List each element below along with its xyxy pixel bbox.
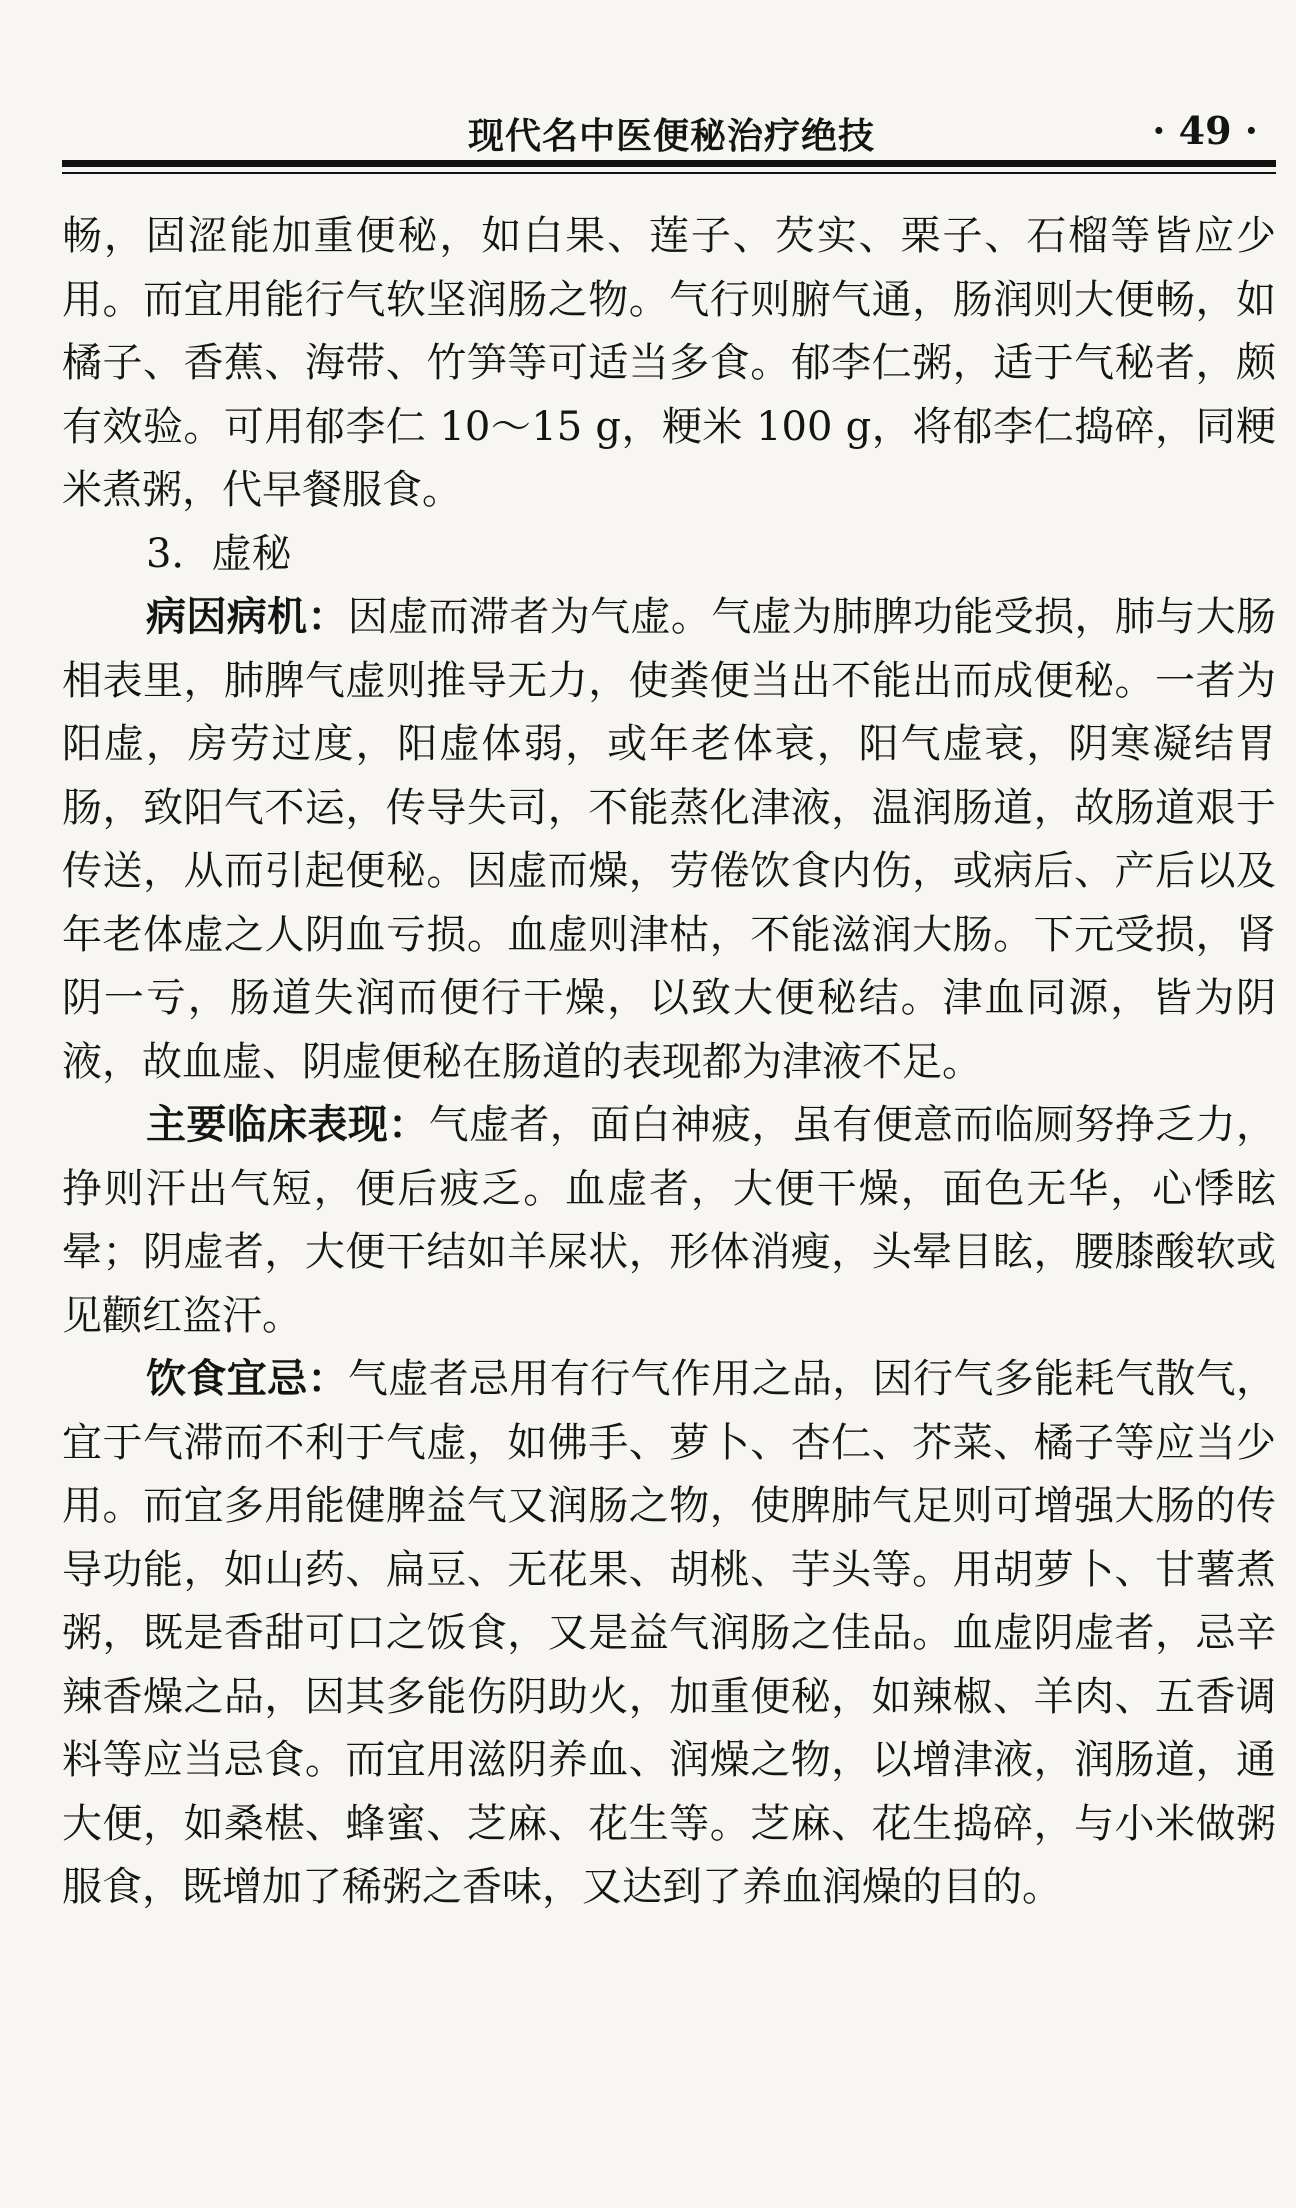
text-symptoms: 气虚者，面白神疲，虽有便意而临厕努挣乏力，挣则汗出气短，便后疲乏。血虚者，大便干燥，面色无华，心悸眩晕；阴虚者，大便干结如羊屎状，形体消瘦，头晕目眩，腰膝酸软或见颧红盗汗。 <box>62 1102 1277 1339</box>
section-heading: 3．虚秘 <box>146 530 292 577</box>
term-symptoms: 主要临床表现： <box>146 1102 429 1148</box>
header-rule-thick <box>62 160 1276 167</box>
paragraph-etiology <box>62 586 1276 1094</box>
paragraph-continued: 畅，固涩能加重便秘，如白果、莲子、芡实、栗子、石榴等皆应少用。而宜用能行气软坚润肠之物。气行则腑气通，肠润则大便畅，如橘子、香蕉、海带、竹笋等可适当多食。郁李仁粥，适于气秘者，颇有效验。可用郁李仁 10～15 g，粳米 100 g，将郁李仁捣碎，同粳米煮粥，代早餐服食。 <box>62 213 1276 513</box>
text-diet: 气虚者忌用有行气作用之品，因行气多能耗气散气，宜于气滞而不利于气虚，如佛手、萝卜、杏仁、芥菜、橘子等应当少用。而宜多用能健脾益气又润肠之物，使脾肺气足则可增强大肠的传导功能，如山药、扁豆、无花果、胡桃、芋头等。用胡萝卜、甘薯煮粥，既是香甜可口之饭食，又是益气润肠之佳品。血虚阴虚者，忌辛辣香燥之品，因其多能伤阴助火，加重便秘，如辣椒、羊肉、五香调料等应当忌食。而宜用滋阴养血、润燥之物，以增津液，润肠道，通大便，如桑椹、蜂蜜、芝麻、花生等。芝麻、花生捣碎，与小米做粥服食，既增加了稀粥之香味，又达到了养血润燥的目的。 <box>62 1356 1277 1910</box>
header-rule-thin <box>62 172 1276 174</box>
paragraph-symptoms <box>62 1094 1276 1348</box>
book-title: 现代名中医便秘治疗绝技 <box>468 115 876 157</box>
term-etiology: 病因病机： <box>146 594 348 640</box>
text-etiology: 因虚而滞者为气虚。气虚为肺脾功能受损，肺与大肠相表里，肺脾气虚则推导无力，使粪便当出不能出而成便秘。一者为阳虚，房劳过度，阳虚体弱，或年老体衰，阳气虚衰，阴寒凝结胃肠，致阳气不运，传导失司，不能蒸化津液，温润肠道，故肠道艰于传送，从而引起便秘。因虚而燥，劳倦饮食内伤，或病后、产后以及年老体虚之人阴血亏损。血虚则津枯，不能滋润大肠。下元受损，肾阴一亏，肠道失润而便行干燥，以致大便秘结。津血同源，皆为阴液，故血虚、阴虚便秘在肠道的表现都为津液不足。 <box>62 594 1277 1085</box>
term-diet: 饮食宜忌： <box>146 1356 348 1402</box>
page-body <box>62 205 1276 1920</box>
running-header <box>62 108 1276 158</box>
paragraph-diet <box>62 1348 1276 1920</box>
page-number: · 49 · <box>1152 108 1258 153</box>
